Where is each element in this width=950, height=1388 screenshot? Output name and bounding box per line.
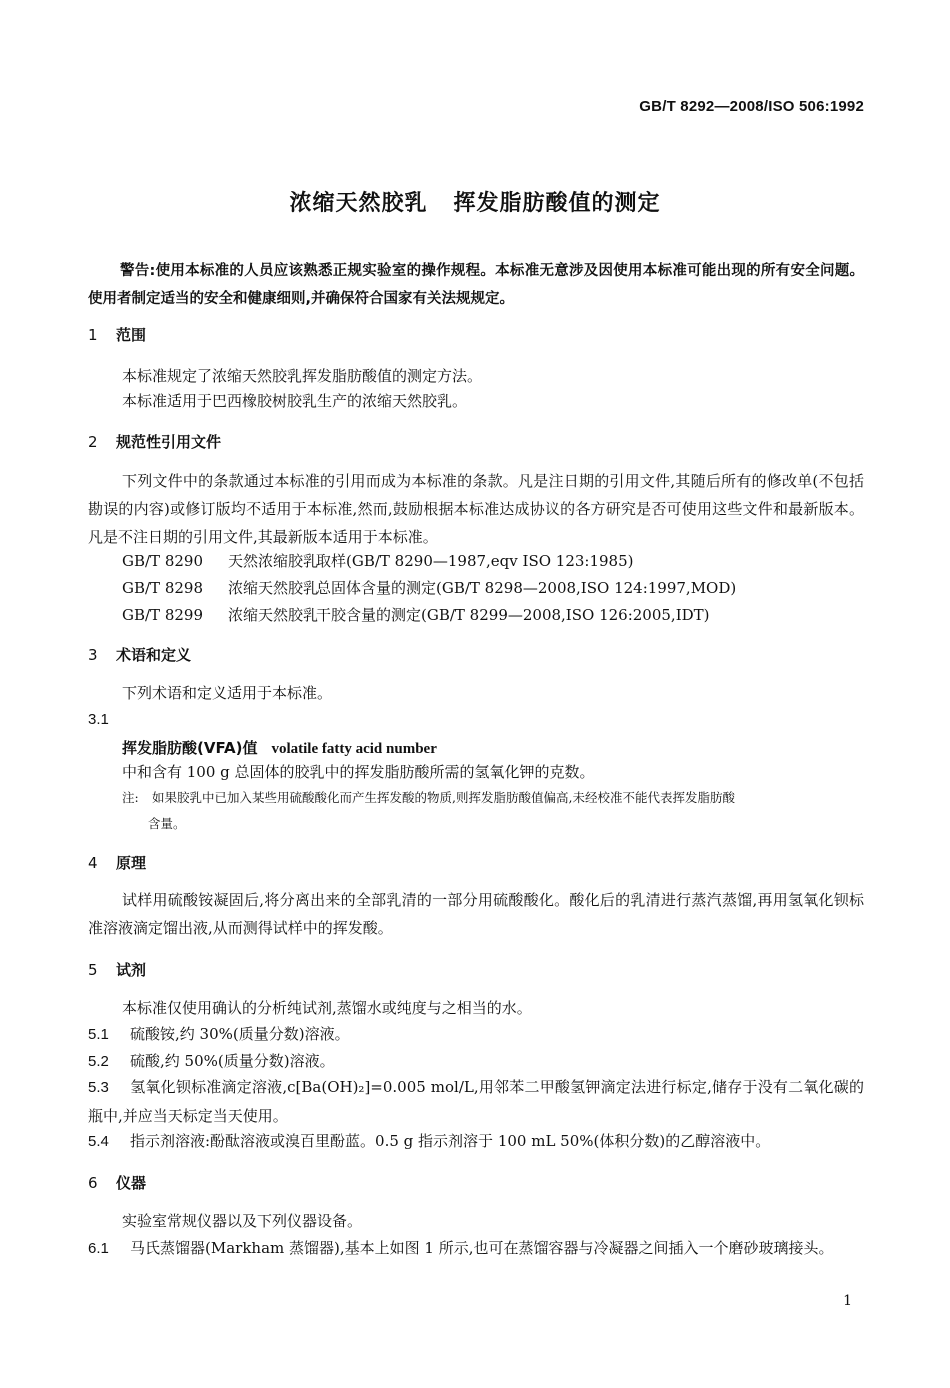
reagent-text: 氢氧化钡标准滴定溶液,c[Ba(OH)₂]=0.005 mol/L,用邻苯二甲酸氢钾滴定法进行标定,储存于没有二氧化碳的瓶中,并应当天标定当天使用。 [88, 1078, 864, 1125]
note-label: 注: [122, 790, 139, 805]
safety-warning: 警告:使用本标准的人员应该熟悉正规实验室的操作规程。本标准无意涉及因使用本标准可能出现的所有安全问题。使用者制定适当的安全和健康细则,并确保符合国家有关法规规定。 [88, 263, 864, 307]
section-title: 范围 [116, 326, 147, 344]
scope-paragraph-2: 本标准适用于巴西橡胶树胶乳生产的浓缩天然胶乳。 [122, 392, 468, 410]
reagent-number: 5.4 [88, 1133, 109, 1150]
reference-code: GB/T 8298 [122, 579, 204, 597]
section-title: 仪器 [116, 1174, 147, 1192]
section-6-heading [88, 1172, 146, 1193]
section-number: 6 [88, 1174, 98, 1192]
reference-name: 浓缩天然胶乳 [228, 579, 319, 597]
reagent-item [88, 1127, 864, 1156]
reference-code: GB/T 8290 [122, 552, 204, 570]
reagent-number: 5.2 [88, 1053, 109, 1070]
section-2-heading [88, 431, 221, 452]
standard-code: GB/T 8292—2008/ISO 506:1992 [639, 98, 864, 115]
reference-item [122, 604, 710, 625]
section-5-heading [88, 959, 146, 980]
document-title [0, 186, 950, 217]
section-title: 术语和定义 [116, 646, 192, 664]
apparatus-intro: 实验室常规仪器以及下列仪器设备。 [122, 1212, 363, 1230]
section-number: 3 [88, 646, 98, 664]
page-number: 1 [843, 1293, 852, 1309]
reagent-number: 5.3 [88, 1079, 109, 1096]
term-heading [122, 737, 437, 758]
apparatus-text: 马氏蒸馏器(Markham 蒸馏器),基本上如图 1 所示,也可在蒸馏容器与冷凝器之间插入一个磨砂玻璃接头。 [130, 1239, 834, 1257]
section-1-heading [88, 324, 146, 345]
reference-name: 浓缩天然胶乳 [228, 606, 319, 624]
reference-item [122, 550, 634, 571]
scope-paragraph-1: 本标准规定了浓缩天然胶乳挥发脂肪酸值的测定方法。 [122, 367, 483, 385]
apparatus-number: 6.1 [88, 1240, 109, 1257]
reference-name: 天然浓缩胶乳 [228, 552, 319, 570]
note-line-2: 含量。 [148, 816, 186, 831]
reference-code: GB/T 8299 [122, 606, 204, 624]
term-chinese: 挥发脂肪酸(VFA)值 [122, 739, 258, 757]
principle-text: 试样用硫酸铵凝固后,将分离出来的全部乳清的一部分用硫酸酸化。酸化后的乳清进行蒸汽蒸馏,再用氢氧化钡标准溶液滴定馏出液,从而测得试样中的挥发酸。 [88, 891, 864, 937]
reagent-text: 硫酸,约 50%(质量分数)溶液。 [130, 1052, 335, 1070]
term-english: volatile fatty acid number [271, 741, 437, 757]
term-note [88, 785, 864, 837]
section-title: 原理 [116, 854, 147, 872]
title-part-2: 挥发脂肪酸值的测定 [453, 191, 661, 216]
reference-desc: 总固体含量的测定(GB/T 8298—2008,ISO 124:1997,MOD) [316, 579, 737, 597]
term-definition: 中和含有 100 g 总固体的胶乳中的挥发脂肪酸所需的氢氧化钾的克数。 [122, 763, 595, 781]
title-part-1: 浓缩天然胶乳 [289, 191, 428, 216]
terms-intro: 下列术语和定义适用于本标准。 [122, 684, 333, 702]
section-number: 5 [88, 961, 98, 979]
reagent-text: 硫酸铵,约 30%(质量分数)溶液。 [130, 1025, 350, 1043]
section-4-heading [88, 852, 146, 873]
reagent-item [88, 1073, 864, 1130]
reagent-text: 指示剂溶液:酚酞溶液或溴百里酚蓝。0.5 g 指示剂溶于 100 mL 50%(体积分数)的乙醇溶液中。 [130, 1132, 771, 1150]
reference-desc: 干胶含量的测定(GB/T 8299—2008,ISO 126:2005,IDT) [316, 606, 710, 624]
apparatus-item [88, 1234, 864, 1263]
term-number: 3.1 [88, 711, 109, 728]
section-title: 试剂 [116, 961, 147, 979]
reagent-item [88, 1020, 864, 1049]
reagent-number: 5.1 [88, 1026, 109, 1043]
references-intro: 下列文件中的条款通过本标准的引用而成为本标准的条款。凡是注日期的引用文件,其随后所有的修改单(不包括勘误的内容)或修订版均不适用于本标准,然而,鼓励根据本标准达成协议的各方研究是否可使用这些文件和最新版本。凡是不注日期的引用文件,其最新版本适用于本标准。 [88, 472, 864, 546]
reagent-item [88, 1047, 864, 1076]
section-number: 2 [88, 433, 98, 451]
reagents-intro: 本标准仅使用确认的分析纯试剂,蒸馏水或纯度与之相当的水。 [122, 999, 532, 1017]
section-3-heading [88, 644, 191, 665]
section-title: 规范性引用文件 [116, 433, 222, 451]
reference-desc: 取样(GB/T 8290—1987,eqv ISO 123:1985) [316, 552, 634, 570]
note-line-1: 如果胶乳中已加入某些用硫酸酸化而产生挥发酸的物质,则挥发脂肪酸值偏高,未经校准不能代表挥发脂肪酸 [152, 790, 735, 805]
section-number: 1 [88, 326, 98, 344]
reference-item [122, 577, 736, 598]
section-number: 4 [88, 854, 98, 872]
